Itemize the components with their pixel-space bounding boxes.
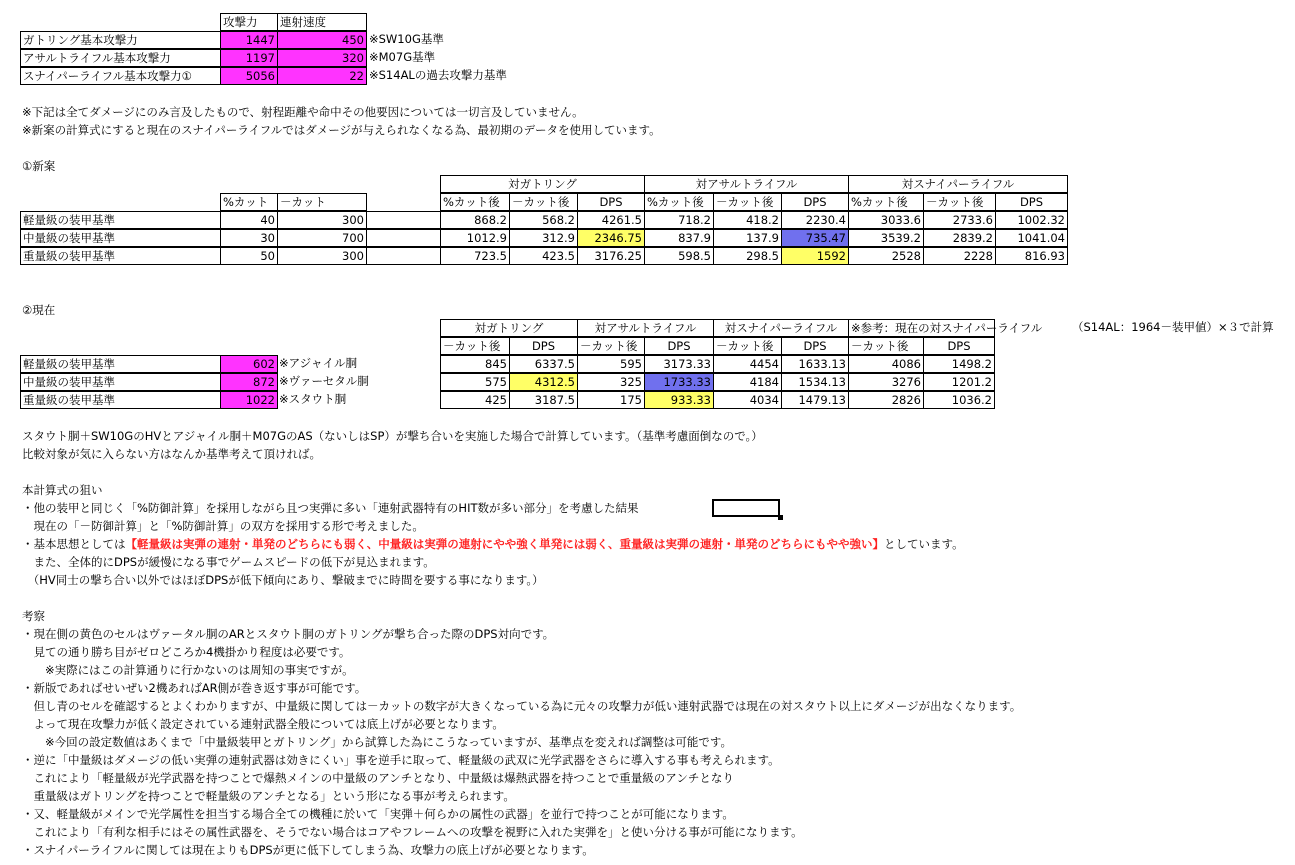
value-cell[interactable]: 3539.2 bbox=[848, 229, 924, 247]
dps-cell[interactable]: 6337.5 bbox=[509, 355, 578, 373]
group-header[interactable]: 対スナイパーライフル bbox=[848, 175, 1068, 193]
attack-cell[interactable]: 1197 bbox=[220, 49, 278, 67]
armor-note[interactable]: ※アジャイル胴 bbox=[279, 356, 357, 370]
value-cell[interactable]: 2839.2 bbox=[923, 229, 996, 247]
value-cell[interactable]: 418.2 bbox=[713, 211, 782, 229]
value-cell[interactable]: 598.5 bbox=[644, 247, 714, 265]
heading-study: 考察 bbox=[22, 609, 45, 623]
text-line: 比較対象が気に入らない方はなんか基準考えて頂ければ。 bbox=[22, 447, 321, 461]
dps-cell-highlight-blue[interactable]: 735.47 bbox=[781, 229, 849, 247]
subheader[interactable]: －カット後 bbox=[440, 337, 510, 355]
dps-cell-highlight-yellow[interactable]: 2346.75 bbox=[577, 229, 645, 247]
armor-value-cell[interactable]: 1022 bbox=[220, 391, 278, 409]
text-line: ※今回の設定数値はあくまで「中量級装甲とガトリング」から試算した為にこうなっていますが、基準点を変えれば調整は可能です。 bbox=[22, 735, 732, 749]
minus-cut-cell[interactable]: 300 bbox=[277, 211, 367, 229]
text-line: これにより「有利な相手にはその属性武器を、そうでない場合はコアやフレームへの攻撃を視野に入れた実弾を」と使い分ける事が可能になります。 bbox=[22, 825, 803, 839]
group-header[interactable]: 対ガトリング bbox=[440, 175, 645, 193]
subheader[interactable]: －カット後 bbox=[713, 193, 782, 211]
section-title-new-proposal: ①新案 bbox=[22, 159, 56, 173]
value-cell[interactable]: 3276 bbox=[848, 373, 924, 391]
dps-cell[interactable]: 1534.13 bbox=[781, 373, 849, 391]
value-cell[interactable]: 4454 bbox=[713, 355, 782, 373]
value-cell[interactable]: 1012.9 bbox=[440, 229, 510, 247]
group-header[interactable]: 対アサルトライフル bbox=[644, 175, 849, 193]
value-cell[interactable]: 325 bbox=[577, 373, 645, 391]
dps-cell[interactable]: 1201.2 bbox=[923, 373, 995, 391]
value-cell[interactable]: 868.2 bbox=[440, 211, 510, 229]
subheader[interactable]: DPS bbox=[781, 337, 849, 355]
row-label[interactable]: 中量級の装甲基準 bbox=[20, 373, 221, 391]
note-cell[interactable]: ※S14ALの過去攻撃力基準 bbox=[369, 68, 507, 82]
text-line: 重量級はガトリングを持つことで軽量級のアンチとなる」という形になる事が考えられます。 bbox=[22, 789, 515, 803]
group-header[interactable]: 対アサルトライフル bbox=[577, 319, 714, 337]
dps-cell[interactable]: 3176.25 bbox=[577, 247, 645, 265]
row-label[interactable]: 中量級の装甲基準 bbox=[20, 229, 221, 247]
armor-note[interactable]: ※スタウト胴 bbox=[279, 392, 347, 406]
dps-cell[interactable]: 1041.04 bbox=[995, 229, 1068, 247]
highlighted-concept: 【軽量級は実弾の連射・単発のどちらにも弱く、中量級は実弾の連射にやや強く単発には弱く、重量級は実弾の連射・単発のどちらにもやや強い】 bbox=[125, 537, 885, 551]
text-line: ・他の装甲と同じく「%防御計算」を採用しながら且つ実弾に多い「連射武器特有のHIT数が多い部分」を考慮した結果 bbox=[22, 501, 639, 515]
text-line: ・スナイパーライフルに関しては現在よりもDPSが更に低下してしまう為、攻撃力の底上げが必要となります。 bbox=[22, 843, 594, 857]
selected-cell[interactable] bbox=[712, 499, 780, 517]
text-line: 但し青のセルを確認するとよくわかりますが、中量級に関しては－カットの数字が大きくなっている為に元々の攻撃力が低い連射武器では現在の対スタウト以上にダメージが出なくなります。 bbox=[22, 699, 1022, 713]
text-part: としています。 bbox=[884, 537, 964, 551]
subheader[interactable]: －カット後 bbox=[848, 337, 924, 355]
fill-handle[interactable] bbox=[778, 515, 783, 520]
value-cell[interactable]: 2528 bbox=[848, 247, 924, 265]
value-cell[interactable]: 595 bbox=[577, 355, 645, 373]
value-cell[interactable]: 423.5 bbox=[509, 247, 578, 265]
dps-cell[interactable]: 1498.2 bbox=[923, 355, 995, 373]
heading-aim: 本計算式の狙い bbox=[22, 483, 103, 497]
value-cell[interactable]: 837.9 bbox=[644, 229, 714, 247]
text-line: また、全体的にDPSが緩慢になる事でゲームスピードの低下が見込まれます。 bbox=[22, 555, 435, 569]
group-header[interactable]: 対スナイパーライフル bbox=[713, 319, 849, 337]
value-cell[interactable]: 425 bbox=[440, 391, 510, 409]
subheader[interactable]: DPS bbox=[995, 193, 1068, 211]
percent-cut-cell[interactable]: 50 bbox=[220, 247, 278, 265]
text-line: ・逆に「中量級はダメージの低い実弾の連射武器は効きにくい」事を逆手に取って、軽量級の武双に光学武器をさらに導入する事も考えられます。 bbox=[22, 753, 780, 767]
value-cell[interactable]: 312.9 bbox=[509, 229, 578, 247]
armor-value-cell[interactable]: 602 bbox=[220, 355, 278, 373]
text-line: ※実際にはこの計算通りに行かないのは周知の事実ですが。 bbox=[22, 663, 354, 677]
header-percent-cut[interactable]: %カット bbox=[220, 193, 278, 211]
fire-rate-cell[interactable]: 450 bbox=[277, 31, 367, 49]
dps-cell[interactable]: 3187.5 bbox=[509, 391, 578, 409]
value-cell[interactable]: 137.9 bbox=[713, 229, 782, 247]
row-label[interactable]: ガトリング基本攻撃力 bbox=[20, 31, 221, 49]
text-line: よって現在攻撃力が低く設定されている連射武器全般については底上げが必要となります。 bbox=[22, 717, 504, 731]
dps-cell[interactable]: 1002.32 bbox=[995, 211, 1068, 229]
value-cell[interactable]: 568.2 bbox=[509, 211, 578, 229]
percent-cut-cell[interactable]: 40 bbox=[220, 211, 278, 229]
fire-rate-cell[interactable]: 22 bbox=[277, 67, 367, 85]
value-cell[interactable]: 723.5 bbox=[440, 247, 510, 265]
value-cell[interactable]: 175 bbox=[577, 391, 645, 409]
value-cell[interactable]: 845 bbox=[440, 355, 510, 373]
subheader[interactable]: %カット後 bbox=[440, 193, 510, 211]
text-line: 見ての通り勝ち目がゼロどころか4機掛かり程度は必要です。 bbox=[22, 645, 351, 659]
armor-note[interactable]: ※ヴァーセタル胴 bbox=[279, 374, 369, 388]
header-fire-rate: 連射速度 bbox=[277, 13, 367, 31]
header-attack: 攻撃力 bbox=[220, 13, 278, 31]
text-line: ・又、軽量級がメインで光学属性を担当する場合全ての機種に於いて「実弾＋何らかの属性の武器」を並行で持つことが可能になります。 bbox=[22, 807, 734, 821]
subheader[interactable]: %カット後 bbox=[848, 193, 924, 211]
value-cell[interactable]: 2733.6 bbox=[923, 211, 996, 229]
header-minus-cut[interactable]: －カット bbox=[277, 193, 367, 211]
fire-rate-cell[interactable]: 320 bbox=[277, 49, 367, 67]
empty-cell[interactable] bbox=[366, 211, 441, 229]
dps-cell-highlight-yellow[interactable]: 4312.5 bbox=[509, 373, 578, 391]
row-label[interactable]: 重量級の装甲基準 bbox=[20, 247, 221, 265]
percent-cut-cell[interactable]: 30 bbox=[220, 229, 278, 247]
value-cell[interactable]: 4086 bbox=[848, 355, 924, 373]
dps-cell-highlight-yellow[interactable]: 933.33 bbox=[644, 391, 714, 409]
dps-cell-highlight-blue[interactable]: 1733.33 bbox=[644, 373, 714, 391]
section-title-current: ②現在 bbox=[22, 303, 56, 317]
text-line: スタウト胴＋SW10GのHVとアジャイル胴＋M07GのAS（ないしはSP）が撃ち合いを実施した場合で計算しています。（基準考慮面倒なので。） bbox=[22, 429, 763, 443]
empty-cell[interactable] bbox=[366, 247, 441, 265]
text-line: ・新版であればせいぜい2機あればAR側が巻き返す事が可能です。 bbox=[22, 681, 367, 695]
calc-note[interactable]: （S14AL：1964－装甲値）×３で計算 bbox=[1072, 320, 1274, 334]
note-line: ※下記は全てダメージにのみ言及したもので、射程距離や命中その他要因については一切言及していません。 bbox=[22, 105, 584, 119]
value-cell[interactable]: 4184 bbox=[713, 373, 782, 391]
value-cell[interactable]: 2826 bbox=[848, 391, 924, 409]
subheader[interactable]: DPS bbox=[923, 337, 995, 355]
subheader[interactable]: DPS bbox=[577, 193, 645, 211]
group-header[interactable]: 対ガトリング bbox=[440, 319, 578, 337]
text-line: これにより「軽量級が光学武器を持つことで爆熱メインの中量級のアンチとなり、中量級は爆熱武器を持つことで重量級のアンチとなり bbox=[22, 771, 734, 785]
dps-cell[interactable]: 4261.5 bbox=[577, 211, 645, 229]
value-cell[interactable]: 4034 bbox=[713, 391, 782, 409]
dps-cell[interactable]: 1479.13 bbox=[781, 391, 849, 409]
minus-cut-cell[interactable]: 300 bbox=[277, 247, 367, 265]
subheader[interactable]: －カット後 bbox=[713, 337, 782, 355]
subheader[interactable]: DPS bbox=[509, 337, 578, 355]
note-cell[interactable]: ※SW10G基準 bbox=[369, 32, 444, 46]
text-part: ・基本思想としては bbox=[22, 537, 126, 551]
note-line: ※新案の計算式にすると現在のスナイパーライフルではダメージが与えられなくなる為、最初期のデータを使用しています。 bbox=[22, 123, 661, 137]
value-cell[interactable]: 2228 bbox=[923, 247, 996, 265]
text-line: 現在の「－防御計算」と「%防御計算」の双方を採用する形で考えました。 bbox=[22, 519, 424, 533]
row-label[interactable]: 重量級の装甲基準 bbox=[20, 391, 221, 409]
subheader[interactable]: DPS bbox=[644, 337, 714, 355]
row-label[interactable]: スナイパーライフル基本攻撃力① bbox=[20, 67, 221, 85]
value-cell[interactable]: 3033.6 bbox=[848, 211, 924, 229]
row-label[interactable]: アサルトライフル基本攻撃力 bbox=[20, 49, 221, 67]
minus-cut-cell[interactable]: 700 bbox=[277, 229, 367, 247]
dps-cell-highlight-yellow[interactable]: 1592 bbox=[781, 247, 849, 265]
group-header-reference[interactable]: ※参考：現在の対スナイパーライフル bbox=[848, 319, 995, 337]
armor-value-cell[interactable]: 872 bbox=[220, 373, 278, 391]
subheader[interactable]: %カット後 bbox=[644, 193, 714, 211]
value-cell[interactable]: 575 bbox=[440, 373, 510, 391]
text-line: ・現在側の黄色のセルはヴァータル胴のARとスタウト胴のガトリングが撃ち合った際のDPS対向です。 bbox=[22, 627, 555, 641]
subheader[interactable]: DPS bbox=[781, 193, 849, 211]
dps-cell[interactable]: 2230.4 bbox=[781, 211, 849, 229]
text-line: （HV同士の撃ち合い以外ではほぼDPSが低下傾向にあり、撃破までに時間を要する事になります。） bbox=[22, 573, 544, 587]
dps-cell[interactable]: 3173.33 bbox=[644, 355, 714, 373]
subheader[interactable]: －カット後 bbox=[577, 337, 645, 355]
dps-cell[interactable]: 816.93 bbox=[995, 247, 1068, 265]
empty-cell[interactable] bbox=[366, 229, 441, 247]
value-cell[interactable]: 718.2 bbox=[644, 211, 714, 229]
row-label[interactable]: 軽量級の装甲基準 bbox=[20, 355, 221, 373]
dps-cell[interactable]: 1633.13 bbox=[781, 355, 849, 373]
dps-cell[interactable]: 1036.2 bbox=[923, 391, 995, 409]
attack-cell[interactable]: 1447 bbox=[220, 31, 278, 49]
text-line-emphasis bbox=[22, 535, 964, 553]
note-cell[interactable]: ※M07G基準 bbox=[369, 50, 436, 64]
row-label[interactable]: 軽量級の装甲基準 bbox=[20, 211, 221, 229]
attack-cell[interactable]: 5056 bbox=[220, 67, 278, 85]
value-cell[interactable]: 298.5 bbox=[713, 247, 782, 265]
subheader[interactable]: －カット後 bbox=[923, 193, 996, 211]
subheader[interactable]: －カット後 bbox=[509, 193, 578, 211]
